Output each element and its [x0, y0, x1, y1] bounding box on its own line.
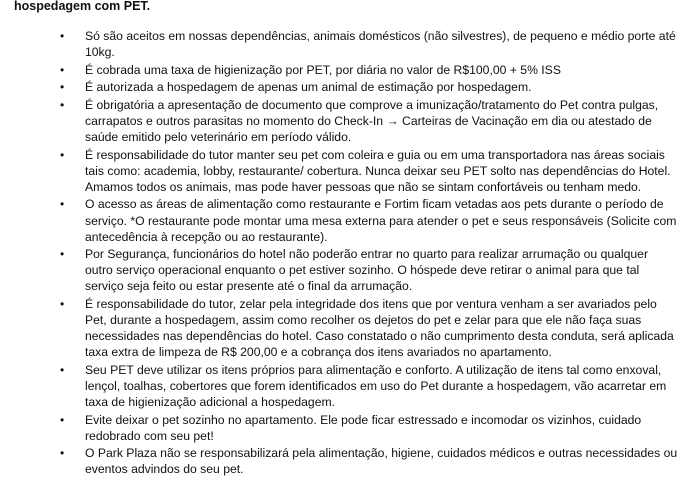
- bullet-icon: •: [60, 80, 65, 95]
- bullet-icon: •: [60, 97, 65, 112]
- policy-text-line: carrapatos e outros parasitas no momento do Check-In → Carteiras de Vacinação em dia ou atestado de: [85, 113, 652, 128]
- policy-text-line: O Park Plaza não se responsabilizará pela alimentação, higiene, cuidados médicos e outras necessidades ou: [85, 446, 678, 461]
- policy-text-line: serviço. *O restaurante pode montar uma mesa externa para atender o pet e seus responsáveis (Solicite com: [85, 213, 677, 228]
- policy-text-line: saúde emitido pelo veterinário em período válido.: [85, 130, 352, 145]
- policy-text-line: Seu PET deve utilizar os itens próprios para alimentação e conforto. A utilização de itens tal como enxoval,: [85, 362, 662, 377]
- policy-text-line: É responsabilidade do tutor, zelar pela integridade dos itens que por ventura venham a ser avariados pelo: [85, 297, 657, 311]
- policy-text-line: redobrado com seu pet!: [85, 428, 214, 443]
- policy-item: [0, 445, 700, 477]
- policy-item: [0, 28, 700, 60]
- policy-text-line: É responsabilidade do tutor manter seu pet com coleira e guia ou em uma transportadora nas áreas sociais: [85, 147, 665, 162]
- bullet-icon: •: [60, 62, 65, 77]
- policy-text-line: lençol, toalhas, cobertores que forem identificados em uso do Pet durante a hospedagem, vão acarretar em: [85, 378, 667, 393]
- policy-item: [0, 412, 700, 444]
- policy-item: [0, 79, 700, 95]
- policy-item: [0, 62, 700, 78]
- policy-item: [0, 246, 700, 294]
- policy-item: [0, 97, 700, 145]
- policy-text-line: O acesso as áreas de alimentação como restaurante e Fortim ficam vetadas aos pets durante o período de: [85, 197, 664, 212]
- policy-text-line: Amamos todos os animais, mas pode haver pessoas que não se sintam confortáveis ou tenham medo.: [85, 179, 642, 194]
- bullet-icon: •: [60, 147, 65, 162]
- bullet-icon: •: [60, 29, 65, 43]
- bullet-icon: •: [60, 197, 65, 212]
- policy-item: [0, 196, 700, 244]
- policy-item: [0, 296, 700, 360]
- policy-text-line: É obrigatória a apresentação de documento que comprove a imunização/tratamento do Pet contra pulgas,: [85, 97, 659, 112]
- bullet-icon: •: [60, 412, 65, 427]
- policy-text-line: 10kg.: [85, 45, 115, 60]
- policy-text-line: outro serviço operacional enquanto o pet estiver sozinho. O hóspede deve retirar o animal para que tal: [85, 263, 640, 278]
- policy-text-line: necessidades nas dependências do hotel. Caso constatado o não cumprimento desta conduta, será aplicada: [85, 329, 674, 344]
- pet-policy-list: [0, 28, 700, 479]
- policy-text-line: Pet, durante a hospedagem, assim como recolher os dejetos do pet e zelar para que ele não faça suas: [85, 313, 642, 328]
- policy-text-line: É autorizada a hospedagem de apenas um animal de estimação por hospedagem.: [85, 80, 532, 95]
- policy-text-line: Por Segurança, funcionários do hotel não poderão entrar no quarto para realizar arrumação ou qualquer: [85, 247, 649, 262]
- intro-text: hospedagem com PET.: [14, 0, 151, 13]
- policy-text-line: É cobrada uma taxa de higienização por PET, por diária no valor de R$100,00 + 5% ISS: [85, 62, 561, 77]
- policy-text-line: tais como: academia, lobby, restaurante/ cobertura. Nunca deixar seu PET solto nas dependências do Hotel.: [85, 163, 671, 178]
- policy-text-line: antecedência à recepção ou ao restaurante).: [85, 229, 328, 244]
- bullet-icon: •: [60, 446, 65, 461]
- policy-text-line: eventos advindos do seu pet.: [85, 462, 244, 477]
- policy-text-line: taxa extra de limpeza de R$ 200,00 e a cobrança dos itens avariados no apartamento.: [85, 345, 552, 360]
- policy-item: [0, 362, 700, 410]
- bullet-icon: •: [60, 247, 65, 262]
- policy-text-line: Só são aceitos em nossas dependências, animais domésticos (não silvestres), de pequeno e médio porte até: [85, 29, 676, 43]
- bullet-icon: •: [60, 362, 65, 377]
- policy-text-line: Evite deixar o pet sozinho no apartamento. Ele pode ficar estressado e incomodar os vizinhos, cuidado: [85, 412, 642, 427]
- policy-item: [0, 147, 700, 195]
- policy-text-line: serviço seja feito ou estar presente até o final da arrumação.: [85, 279, 413, 294]
- policy-text-line: taxa de higienização adicional a hospedagem.: [85, 395, 336, 410]
- bullet-icon: •: [60, 297, 65, 311]
